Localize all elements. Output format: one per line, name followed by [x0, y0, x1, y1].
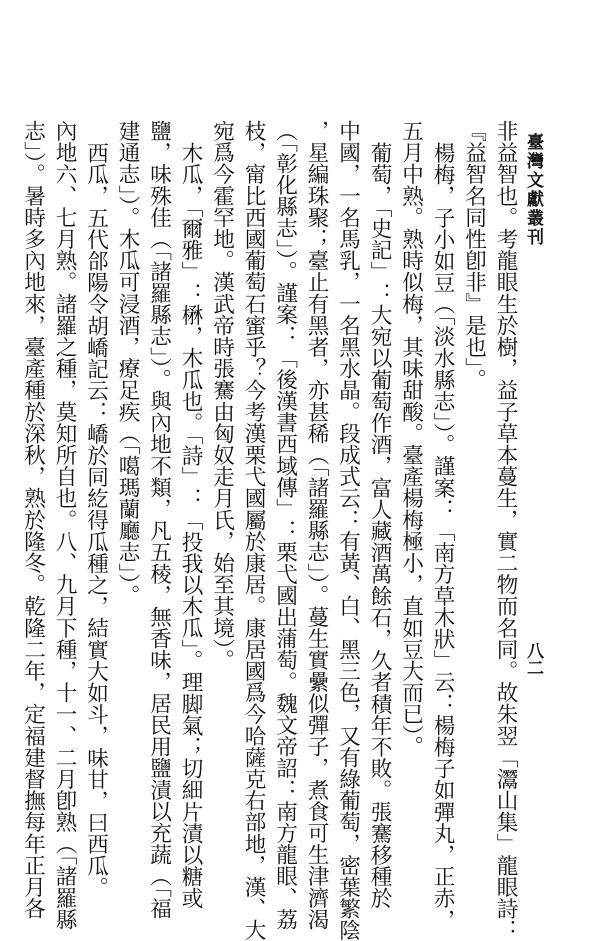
- text-column-1: 非益智也。考龍眼生於樹，益子草本蔓生，實二物而名同。故朱翌「灊山集」龍眼詩：: [493, 120, 518, 941]
- text-column-2: 『益智名同性卽非』是也」。: [461, 120, 487, 390]
- text-column-13: 建通志」）。木瓜可浸酒，療足疾（「噶瑪蘭廳志」）。: [115, 120, 140, 606]
- text-column-15: 內地六、七月熟。諸羅之種，莫知所自也。八、九月下種，十一、二月卽熟（「諸羅縣: [52, 120, 77, 930]
- text-column-7: ，星編珠聚；臺止有黑者，亦甚稀（「諸羅縣志」）。蔓生實纍似彈子，煮食可生津濟渴: [304, 120, 329, 930]
- text-column-11: 木瓜，「爾雅」：楙，木瓜也。「詩」：「投我以木瓜」。理脚氣；切細片漬以糖或: [178, 141, 203, 909]
- page-number: 八二: [523, 642, 543, 676]
- text-column-4: 五月中熟。熟時似梅，其味甜酸。臺產楊梅極小，直如豆大而已）。: [398, 120, 424, 758]
- text-column-12: 鹽，味殊佳（「諸羅縣志」）。與內地不類，凡五稜，無香味，居民用鹽漬以充蔬（「福: [146, 120, 172, 920]
- text-column-9: 枝，甯比西國葡萄石蜜乎？今考漢栗弋國屬於康居。康居國爲今哈薩克右部地，漢、大: [241, 120, 266, 941]
- text-column-5: 葡萄，「史記」：大宛以葡萄作酒，富人藏酒萬餘石，久者積年不敗。張騫移種於: [367, 141, 392, 909]
- journal-title: 臺灣文獻叢刊: [523, 133, 543, 247]
- text-column-6: 中國，一名馬乳，一名黑水晶。段成式云：有黃、白、黑三色，又有綠葡萄，密葉繁陰: [335, 120, 361, 941]
- text-column-3: 楊梅，子小如豆（「淡水縣志」）。謹案：「南方草木狀」云：楊梅子如彈丸，正赤，: [430, 141, 455, 930]
- text-column-14: 西瓜，五代郃陽令胡嶠記云：嶠於同紇得瓜種之，結實大如斗，味甘，曰西瓜。: [83, 141, 109, 898]
- text-column-10: 宛爲今霍罕地。漢武帝時張騫由匈奴走月氏，始至其境）。: [209, 120, 235, 671]
- vertical-text-body: [17, 120, 521, 941]
- text-column-16: 志」）。暑時多內地來，臺產種於深秋，熟於隆冬。乾隆二年，定福建督撫每年正月各: [20, 120, 46, 920]
- text-column-8: （「彰化縣志」）。謹案：「後漢書西域傳」：栗弋國出蒲萄。魏文帝詔：南方龍眼、荔: [272, 120, 298, 930]
